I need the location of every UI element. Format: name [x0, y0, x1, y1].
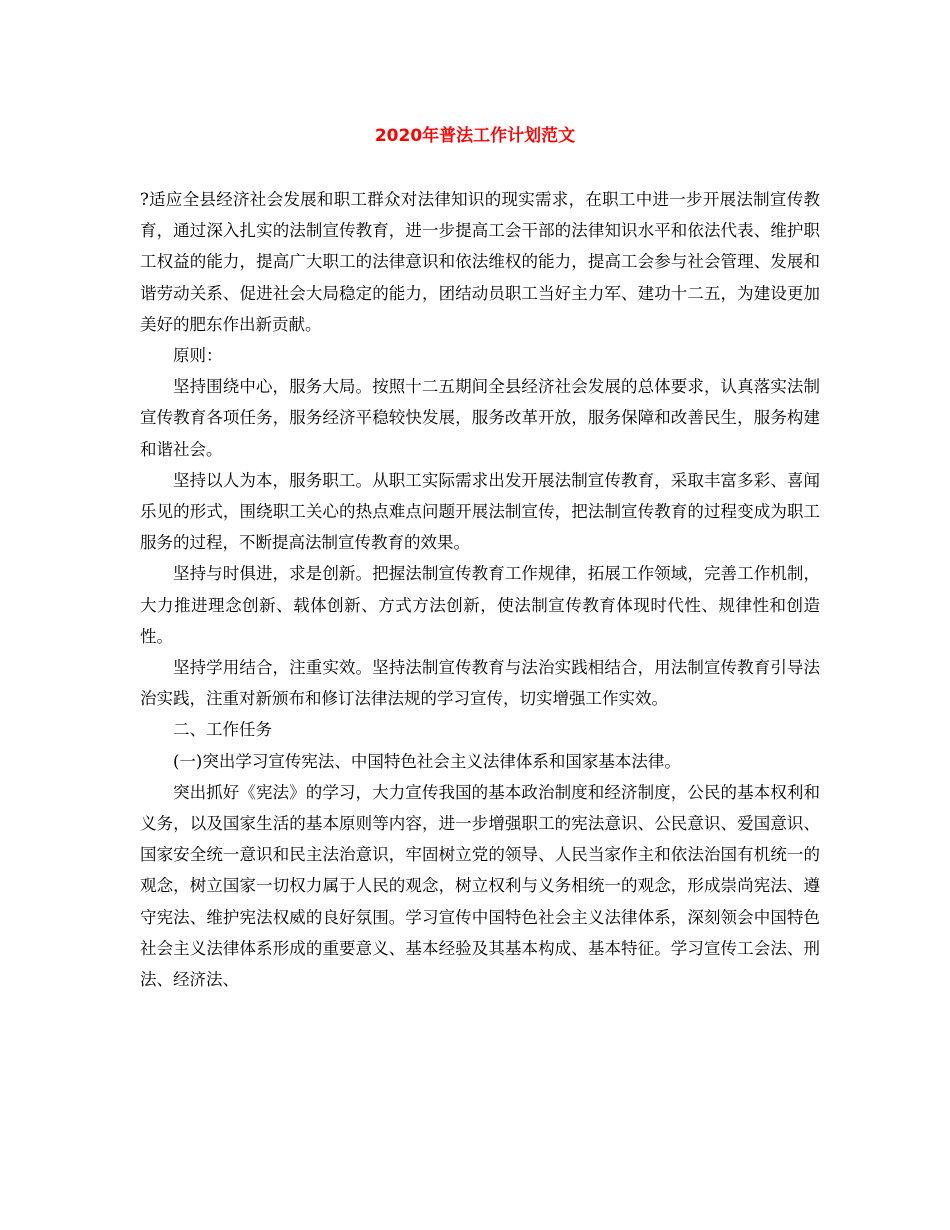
paragraph-principle-1: 坚持围绕中心，服务大局。按照十二五期间全县经济社会发展的总体要求，认真落实法制宣传教育各项任务，服务经济平稳较快发展，服务改革开放，服务保障和改善民生，服务构建和谐社会。 — [140, 377, 820, 459]
paragraph-principles-heading: 原则： — [173, 346, 223, 366]
subsection-heading-1: (一)突出学习宣传宪法、中国特色社会主义法律体系和国家基本法律。 — [173, 751, 681, 771]
paragraph-principle-4: 坚持学用结合，注重实效。坚持法制宣传教育与法治实践相结合，用法制宣传教育引导法治实践，注重对新颁布和修订法律法规的学习宣传，切实增强工作实效。 — [140, 658, 820, 709]
section-heading-tasks: 二、工作任务 — [173, 720, 272, 740]
paragraph-task-1: 突出抓好《宪法》的学习，大力宣传我国的基本政治制度和经济制度，公民的基本权利和义务，以及国家生活的基本原则等内容，进一步增强职工的宪法意识、公民意识、爱国意识、国家安全统一意识和民主法治意识，牢固树立党的领导、人民当家作主和依法治国有机统一的观念，树立国家一切权力属于人民的观念，树立权利与义务相统一的观念，形成崇尚宪法、遵守宪法、维护宪法权威的良好氛围。学习宣传中国特色社会主义法律体系，深刻领会中国特色社会主义法律体系形成的重要意义、基本经验及其基本构成、基本特征。学习宣传工会法、刑法、经济法、 — [140, 782, 820, 990]
paragraph-intro: ?适应全县经济社会发展和职工群众对法律知识的现实需求，在职工中进一步开展法制宣传教育，通过深入扎实的法制宣传教育，进一步提高工会干部的法律知识水平和依法代表、维护职工权益的能力，提高广大职工的法律意识和依法维权的能力，提高工会参与社会管理、发展和谐劳动关系、促进社会大局稳定的能力，团结动员职工当好主力军、建功十二五，为建设更加美好的肥东作出新贡献。 — [140, 190, 820, 334]
paragraph-principle-2: 坚持以人为本，服务职工。从职工实际需求出发开展法制宣传教育，采取丰富多彩、喜闻乐见的形式，围绕职工关心的热点难点问题开展法制宣传，把法制宣传教育的过程变成为职工服务的过程，不断提高法制宣传教育的效果。 — [140, 470, 820, 553]
document-body — [140, 184, 820, 995]
document-title: 2020年普法工作计划范文 — [374, 126, 576, 146]
paragraph-principle-3: 坚持与时俱进，求是创新。把握法制宣传教育工作规律，拓展工作领域，完善工作机制，大力推进理念创新、载体创新、方式方法创新，使法制宣传教育体现时代性、规律性和创造性。 — [140, 564, 820, 646]
